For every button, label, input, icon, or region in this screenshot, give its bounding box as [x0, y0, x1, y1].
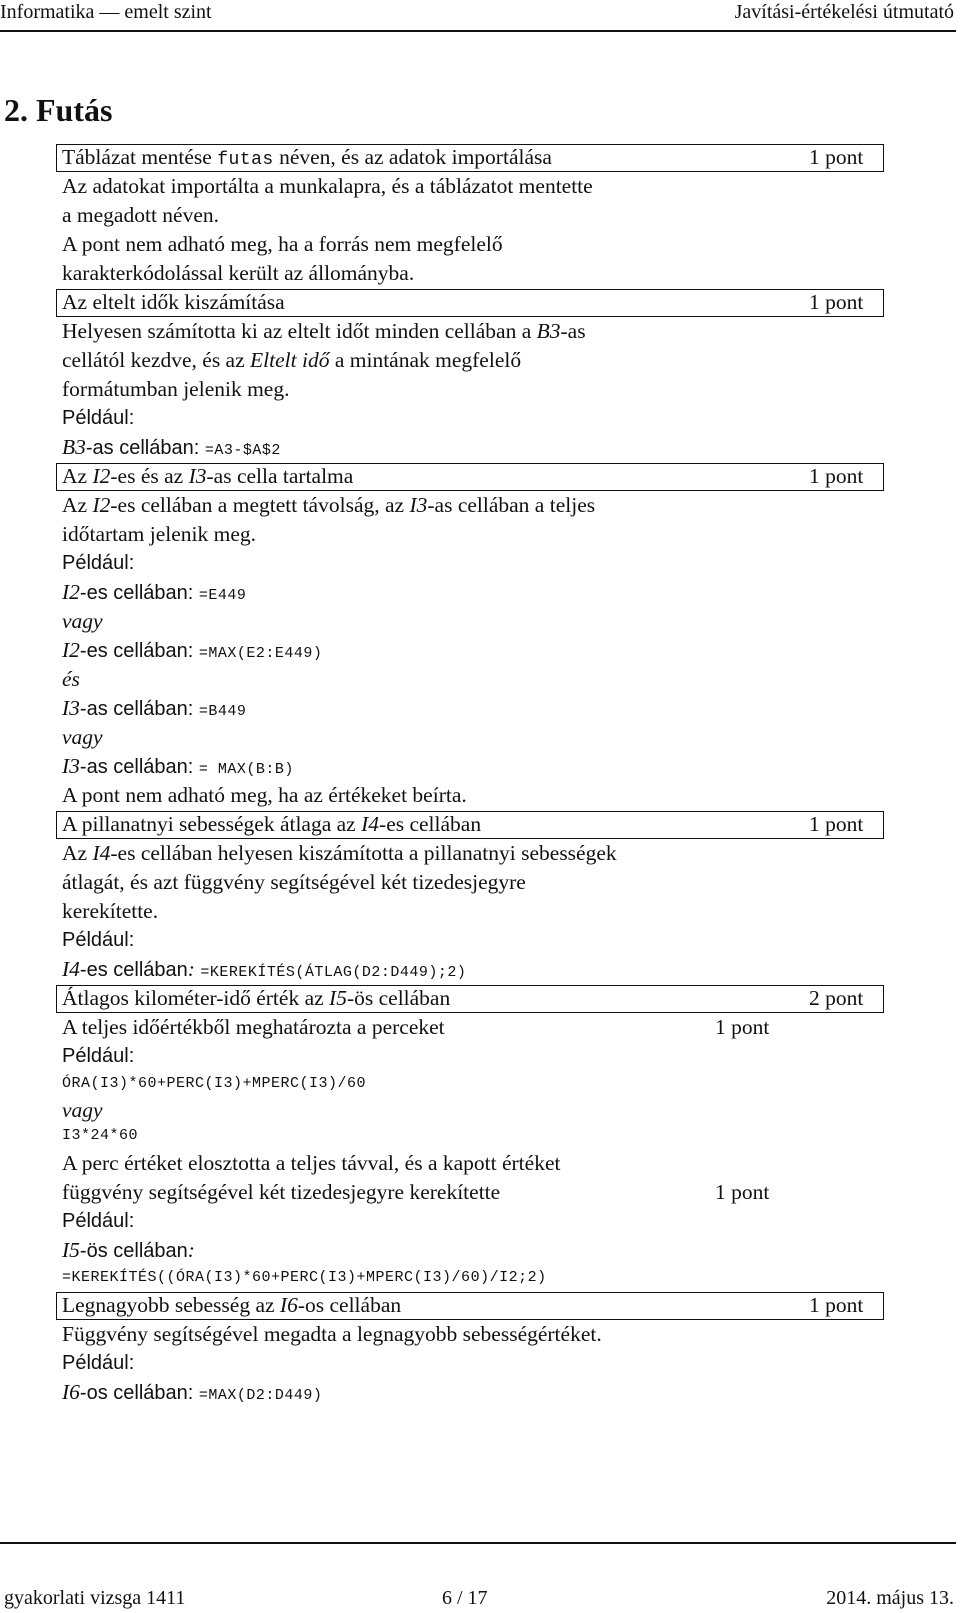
page-footer — [0, 1586, 956, 1612]
connector-or: vagy — [62, 1098, 103, 1122]
text-line: időtartam jelenik meg. — [62, 522, 257, 546]
text-line: a megadott néven. — [62, 203, 220, 227]
example-formula: I2-es cellában: =E449 — [62, 580, 247, 604]
block1-heading: Táblázat mentése futas néven, és az adatok importálása 1 pont — [62, 143, 956, 172]
points-label: 1 pont — [809, 812, 864, 836]
text-line: A pont nem adható meg, ha az értékeket beírta. — [62, 783, 467, 807]
points-label: 1 pont — [809, 1293, 864, 1317]
block6-heading: Legnagyobb sebesség az I6-os cellában 1 pont — [62, 1291, 956, 1320]
header-right: Javítási-értékelési útmutató — [734, 1, 954, 23]
example-formula: I3-as cellában: = MAX(B:B) — [62, 754, 294, 778]
example-formula: I6-os cellában: =MAX(D2:D449) — [62, 1380, 323, 1404]
example-formula: I4-es cellában: =KEREKÍTÉS(ÁTLAG(D2:D449);2) — [62, 957, 467, 981]
example-label: Például: — [62, 552, 135, 574]
points-label: 1 pont — [809, 145, 864, 169]
example-formula: I3*24*60 — [62, 1127, 139, 1144]
block2-heading: Az eltelt idők kiszámítása 1 pont — [62, 288, 956, 317]
example-formula: B3-as cellában: =A3-$A$2 — [62, 435, 281, 459]
points-label: 1 pont — [809, 290, 864, 314]
text-line: Az adatokat importálta a munkalapra, és a táblázatot mentette — [62, 174, 593, 198]
text-line: átlagát, és azt függvény segítségével két tizedesjegyre — [62, 870, 526, 894]
filename-code: futas — [217, 150, 274, 170]
footer-left: gyakorlati vizsga 1411 — [4, 1587, 186, 1609]
text-line: Helyesen számította ki az eltelt időt minden cellában a B3-as — [62, 319, 586, 343]
block3-heading: Az I2-es és az I3-as cella tartalma 1 pont — [62, 462, 956, 491]
connector-or: vagy — [62, 725, 103, 749]
text-line: A pont nem adható meg, ha a forrás nem megfelelő — [62, 232, 503, 256]
subtask-line: A teljes időértékből meghatározta a perceket 1 pont — [62, 1013, 956, 1042]
text-line: kerekítette. — [62, 899, 159, 923]
connector-and: és — [62, 667, 80, 691]
footer-date: 2014. május 13. — [826, 1587, 954, 1609]
points-label: 2 pont — [809, 986, 864, 1010]
page-number: 6 / 17 — [442, 1587, 488, 1609]
text-line: formátumban jelenik meg. — [62, 377, 290, 401]
footer-rule — [0, 1542, 956, 1544]
text-line: Az I4-es cellában helyesen kiszámította a pillanatnyi sebességek — [62, 841, 617, 865]
text-line: A perc értéket elosztotta a teljes távval, és a kapott értéket — [62, 1151, 561, 1175]
text-line: Függvény segítségével megadta a legnagyobb sebességértéket. — [62, 1322, 602, 1346]
section-title: 2. Futás — [4, 92, 113, 128]
example-formula: I3-as cellában: =B449 — [62, 696, 247, 720]
text-line: cellától kezdve, és az Eltelt idő a mintának megfelelő — [62, 348, 522, 372]
block4-heading: A pillanatnyi sebességek átlaga az I4-es cellában 1 pont — [62, 810, 956, 839]
subtask-line: függvény segítségével két tizedesjegyre kerekítette 1 pont — [62, 1178, 956, 1207]
points-label: 1 pont — [809, 464, 864, 488]
text-line: karakterkódolással került az állományba. — [62, 261, 415, 285]
example-formula-label: I5-ös cellában: — [62, 1238, 195, 1262]
page-header — [0, 0, 954, 32]
example-label: Például: — [62, 1352, 135, 1374]
text-line: Az I2-es cellában a megtett távolság, az I3-as cellában a teljes — [62, 493, 596, 517]
header-rule — [0, 30, 956, 32]
connector-or: vagy — [62, 609, 103, 633]
header-left: Informatika — emelt szint — [0, 1, 212, 23]
example-label: Például: — [62, 1045, 135, 1067]
example-label: Például: — [62, 407, 135, 429]
example-label: Például: — [62, 1210, 135, 1232]
example-formula: =KEREKÍTÉS((ÓRA(I3)*60+PERC(I3)+MPERC(I3)/60)/I2;2) — [62, 1269, 547, 1286]
subtask-points: 1 pont — [715, 1180, 770, 1204]
subtask-points: 1 pont — [715, 1015, 770, 1039]
block5-heading: Átlagos kilométer-idő érték az I5-ös cellában 2 pont — [62, 984, 956, 1013]
example-formula: I2-es cellában: =MAX(E2:E449) — [62, 638, 323, 662]
example-formula: ÓRA(I3)*60+PERC(I3)+MPERC(I3)/60 — [62, 1075, 367, 1092]
scoring-content — [62, 143, 956, 1407]
example-label: Például: — [62, 929, 135, 951]
